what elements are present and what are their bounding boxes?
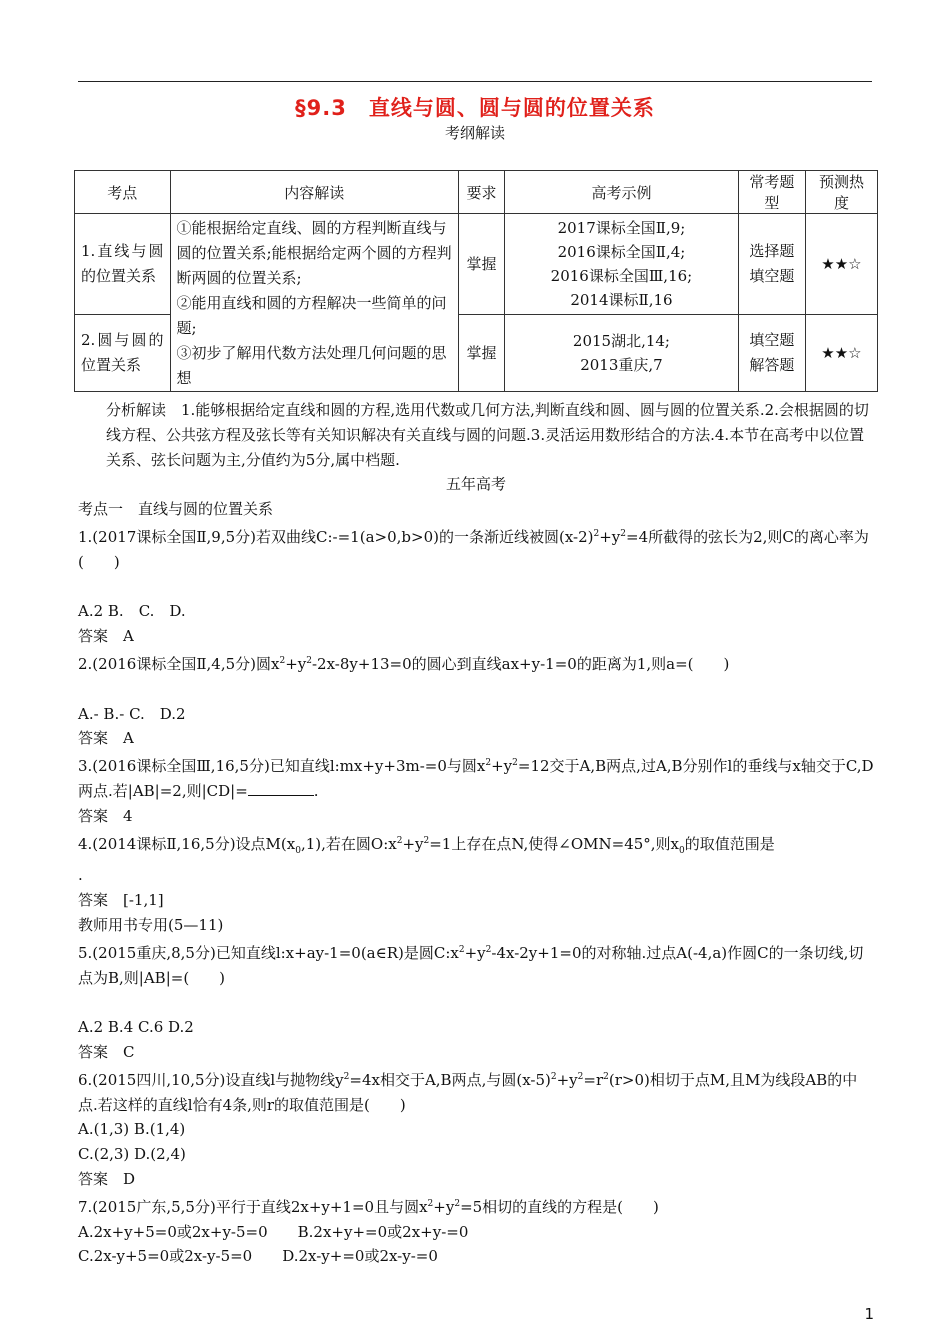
- example-item: 2016课标全国Ⅲ,16;: [550, 266, 693, 285]
- analysis-paragraph: 分析解读 1.能够根据给定直线和圆的方程,选用代数或几何方法,判断直线和圆、圆与圆的位置关系.2.会根据圆的切线方程、公共弦方程及弦长等有关知识解决有关直线与圆的问题.3.灵活运用数形结合的方法.4.本节在高考中以位置关系、弦长问题为主,分值约为5分,属中档题.: [106, 401, 869, 469]
- table-row: [75, 214, 878, 315]
- question-1-options: A.2 B. C. D.: [78, 602, 186, 621]
- topic-cell: 1.直线与圆的位置关系: [75, 214, 171, 315]
- requirement-cell: 掌握: [458, 314, 504, 391]
- content-item: ②能用直线和圆的方程解决一些简单的问题;: [176, 294, 447, 337]
- spacer: [78, 990, 874, 1015]
- question-3-answer: 答案 4: [78, 806, 133, 825]
- header-cell: 考点: [75, 171, 171, 214]
- spacer: [78, 677, 874, 702]
- spacer: [78, 575, 874, 600]
- type-item: 解答题: [749, 355, 795, 374]
- type-item: 选择题: [749, 241, 795, 260]
- question-5-options: A.2 B.4 C.6 D.2: [78, 1018, 194, 1037]
- topic-cell: 2.圆与圆的位置关系: [75, 314, 171, 391]
- question-6-answer: 答案 D: [78, 1169, 136, 1188]
- topic-heading: 考点一 直线与圆的位置关系: [78, 500, 274, 519]
- question-7-options: A.2x+y+5=0或2x+y-5=0 B.2x+y+=0或2x+y-=0: [78, 1222, 469, 1241]
- question-6: 6.(2015四川,10,5分)设直线l与抛物线$y^2=4x$相交于A,B两点,与圆$(x-5)^2+y^2=r^2(r>0)$相切于点M,且M为线段AB的中点.若这样的直线l恰有4条,则r的取值范围是( ): [78, 1070, 858, 1114]
- type-item: 填空题: [749, 266, 795, 285]
- question-1-answer: 答案 A: [78, 627, 134, 646]
- document-body: [78, 398, 874, 1269]
- content-item: ①能根据给定直线、圆的方程判断直线与圆的位置关系;能根据给定两个圆的方程判断两圆的位置关系;: [176, 219, 452, 287]
- section-title: §9.3 直线与圆、圆与圆的位置关系: [295, 96, 655, 120]
- table-header-row: [75, 171, 878, 214]
- example-item: 2014课标Ⅱ,16: [570, 290, 673, 309]
- section-subtitle: 考纲解读: [444, 124, 505, 142]
- examples-cell: [505, 214, 739, 315]
- question-4-dot: .: [78, 866, 83, 885]
- question-2-options: A.- B.- C. D.2: [78, 704, 186, 723]
- page-number: 1: [864, 1305, 874, 1323]
- type-item: 填空题: [749, 330, 795, 349]
- question-4: 4.(2014课标Ⅱ,16,5分)设点$M(x_0,1)$,若在圆$O:x^2+y^2=1$上存在点N,使得∠OMN=45°,则$x_0$的取值范围是: [78, 834, 775, 856]
- question-7-options: C.2x-y+5=0或2x-y-5=0 D.2x-y+=0或2x-y-=0: [78, 1247, 438, 1266]
- header-rule: [78, 81, 872, 82]
- example-item: 2013重庆,7: [580, 355, 663, 374]
- content-item: ③初步了解用代数方法处理几何问题的思想: [176, 344, 447, 387]
- content-cell: [170, 214, 458, 392]
- header-cell: 要求: [458, 171, 504, 214]
- rating-stars: ★★☆: [805, 314, 877, 391]
- question-3: 3.(2016课标全国Ⅲ,16,5分)已知直线l:mx+y+3m-=0与圆$x^2+y^2=12$交于A,B两点,过A,B分别作l的垂线与x轴交于C,D两点.若|AB|=2,则|CD|= .: [78, 757, 874, 800]
- question-6-options: A.(1,3) B.(1,4): [78, 1120, 186, 1139]
- question-7: 7.(2015广东,5,5分)平行于直线2x+y+1=0且与圆$x^2+y^2=5$相切的直线的方程是( ): [78, 1197, 659, 1216]
- question-2: 2.(2016课标全国Ⅱ,4,5分)圆$x^2+y^2-2x-8y+13=0$的圆心到直线ax+y-1=0的距离为1,则a=( ): [78, 654, 730, 673]
- teacher-note: 教师用书专用(5—11): [78, 915, 224, 934]
- question-6-options: C.(2,3) D.(2,4): [78, 1145, 186, 1164]
- type-cell: [738, 314, 805, 391]
- question-2-answer: 答案 A: [78, 729, 134, 748]
- example-item: 2015湖北,14;: [572, 331, 670, 350]
- type-cell: [738, 214, 805, 315]
- header-cell: 内容解读: [170, 171, 458, 214]
- rating-stars: ★★☆: [805, 214, 877, 315]
- answer-blank: [248, 781, 314, 796]
- examples-cell: [505, 314, 739, 391]
- header-cell: 高考示例: [505, 171, 739, 214]
- outline-table: [74, 170, 878, 392]
- example-item: 2017课标全国Ⅱ,9;: [557, 218, 686, 237]
- section-heading: 五年高考: [445, 475, 506, 494]
- header-cell: 常考题型: [738, 171, 805, 214]
- header-cell: 预测热度: [805, 171, 877, 214]
- question-5: 5.(2015重庆,8,5分)已知直线l:x+ay-1=0(a∈R)是圆$C:x^2+y^2-4x-2y+1=0$的对称轴.过点A(-4,a)作圆C的一条切线,切点为B,则|AB|=( ): [78, 943, 864, 987]
- example-item: 2016课标全国Ⅱ,4;: [557, 242, 686, 261]
- question-4-answer: 答案 [-1,1]: [78, 891, 164, 910]
- requirement-cell: 掌握: [458, 214, 504, 315]
- question-5-answer: 答案 C: [78, 1042, 135, 1061]
- question-1: 1.(2017课标全国Ⅱ,9,5分)若双曲线C:-=1(a>0,b>0)的一条渐近线被圆$(x-2)^2+y^2=4$所截得的弦长为2,则C的离心率为( ): [78, 527, 869, 571]
